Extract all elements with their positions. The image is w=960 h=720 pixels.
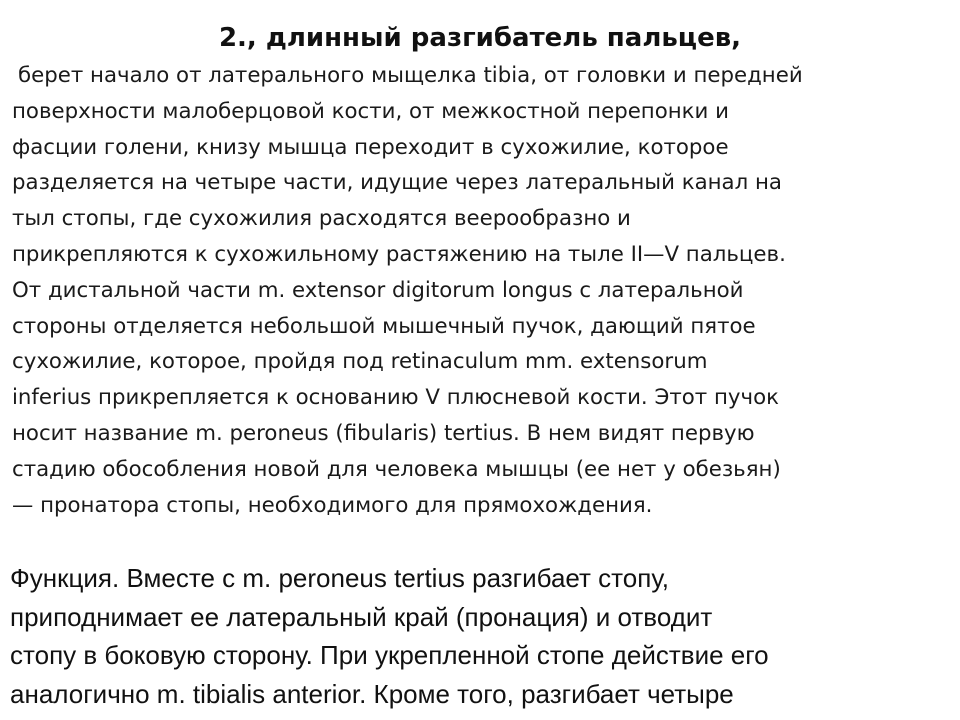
paragraph-line: носит название m. peroneus (fibularis) tertius. В нем видят первую — [12, 420, 755, 446]
paragraph-line: поверхности малоберцовой кости, от межкостной перепонки и — [12, 98, 730, 124]
paragraph-line: разделяется на четыре части, идущие через латеральный канал на — [12, 170, 782, 196]
paragraph-line: сухожилие, которое, пройдя под retinaculum mm. extensorum — [12, 349, 708, 375]
description-paragraph — [12, 58, 948, 523]
paragraph-line: берет начало от латерального мыщелка tibia, от головки и передней — [18, 63, 803, 88]
paragraph-line: стадию обособления новой для человека мышцы (ее нет у обезьян) — [12, 456, 781, 482]
paragraph-line: От дистальной части m. extensor digitorum longus с латеральной — [12, 277, 744, 303]
function-line: стопу в боковую сторону. При укрепленной стопе действие его — [10, 640, 769, 670]
function-line: приподнимает ее латеральный край (пронация) и отводит — [10, 601, 713, 632]
paragraph-line: inferius прикрепляется к основанию V плюсневой кости. Этот пучок — [12, 385, 779, 411]
paragraph-line: стороны отделяется небольшой мышечный пучок, дающий пятое — [12, 313, 756, 339]
slide-title: 2., длинный разгибатель пальцев, — [218, 23, 742, 53]
function-line: аналогично m. tibialis anterior. Кроме того, разгибает четыре — [10, 678, 734, 709]
paragraph-line: фасции голени, книзу мышца переходит в сухожилие, которое — [12, 134, 729, 160]
paragraph-line: тыл стопы, где сухожилия расходятся веерообразно и — [12, 206, 631, 232]
paragraph-line: — пронатора стопы, необходимого для прямохождения. — [12, 492, 653, 518]
function-paragraph — [10, 559, 950, 713]
paragraph-line: прикрепляются к сухожильному растяжению на тыле II—V пальцев. — [12, 241, 786, 267]
function-line: Функция. Вместе с m. peroneus tertius разгибает стопу, — [10, 563, 669, 593]
